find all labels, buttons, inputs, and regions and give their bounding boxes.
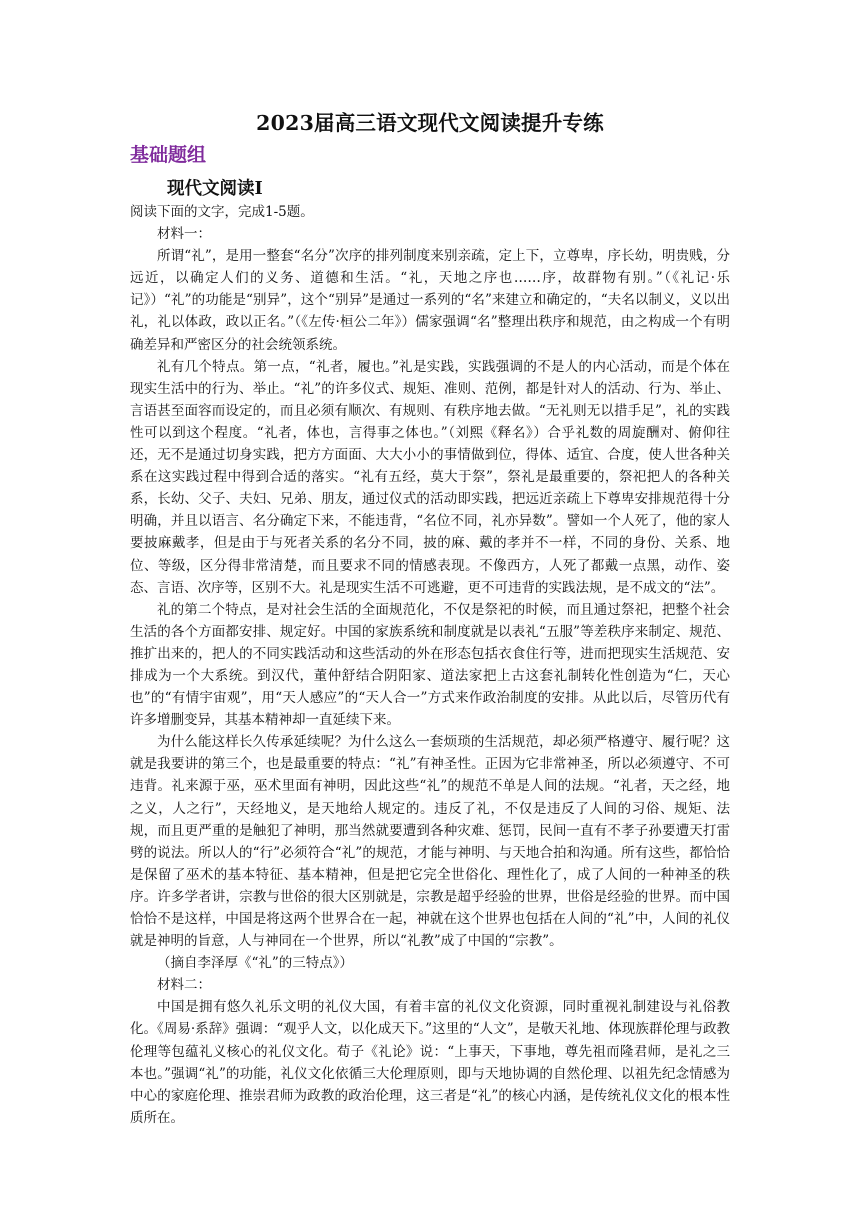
passage-paragraph: 所谓“礼”，是用一整套“名分”次序的排列制度来别亲疏，定上下，立尊卑，序长幼，明贵贱，分远近，以确定人们的义务、道德和生活。“礼，天地之序也……序，故群物有别。”（《礼记·乐记》）“礼”的功能是“别异”，这个“别异”是通过一系列的“名”来建立和确定的，“夫名以制义，义以出礼，礼以体政，政以正名。”（《左传·桓公二年》）儒家强调“名”整理出秩序和规范，由之构成一个有明确差异和严密区分的社会统领系统。 (130, 248, 730, 353)
passage-paragraph: 为什么能这样长久传承延续呢？为什么这么一套烦琐的生活规范，却必须严格遵守、履行呢？这就是我要讲的第三个，也是最重要的特点：“礼”有神圣性。正因为它非常神圣，所以必须遵守、不可违背。礼来源于巫，巫术里面有神明，因此这些“礼”的规范不单是人间的法规。“礼者，天之经，地之义，人之行”，天经地义，是天地给人规定的。违反了礼，不仅是违反了人间的习俗、规矩、法规，而且更严重的是触犯了神明，那当然就要遭到各种灾难、惩罚，民间一直有不孝子孙要遭天打雷劈的说法。所以人的“行”必须符合“礼”的规范，才能与神明、与天地合拍和沟通。所有这些，都恰恰是保留了巫术的基本特征、基本精神，但是把它完全世俗化、理性化了，成了人间的一种神圣的秩序。许多学者讲，宗教与世俗的很大区别就是，宗教是超乎经验的世界，世俗是经验的世界。而中国恰恰不是这样，中国是将这两个世界合在一起，神就在这个世界也包括在人间的“礼”中，人间的礼仪就是神明的旨意，人与神同在一个世界，所以“礼教”成了中国的“宗教”。 (130, 734, 730, 950)
passage-paragraph: 中国是拥有悠久礼乐文明的礼仪大国，有着丰富的礼仪文化资源，同时重视礼制建设与礼俗教化。《周易·系辞》强调：“观乎人文，以化成天下。”这里的“人文”，是敬天礼地、体现族群伦理与政教伦理等包蕴礼义核心的礼仪文化。荀子《礼论》说：“上事天，下事地，尊先祖而隆君师，是礼之三本也。”强调“礼”的功能，礼仪文化依循三大伦理原则，即与天地协调的自然伦理、以祖先纪念情感为中心的家庭伦理、推崇君师为政教的政治伦理，这三者是“礼”的核心内涵，是传统礼仪文化的根本性质所在。 (130, 999, 730, 1126)
section-heading: 基础题组 (130, 144, 207, 166)
reading-heading: 现代文阅读Ⅰ (167, 179, 263, 199)
passage-paragraph: 礼的第二个特点，是对社会生活的全面规范化，不仅是祭祀的时候，而且通过祭祀，把整个社会生活的各个方面都安排、规定好。中国的家族系统和制度就是以表礼“五服”等差秩序来制定、规范、推扩出来的，把人的不同实践活动和这些活动的外在形态包括衣食住行等，进而把现实生活规范、安排成为一个大系统。到汉代，董仲舒结合阴阳家、道法家把上古这套礼制转化性创造为“仁，天心也”的“有情宇宙观”，用“天人感应”的“天人合一”方式来作政治制度的安排。从此以后，尽管历代有许多增删变异，其基本精神却一直延续下来。 (130, 601, 730, 729)
passage-paragraph: 礼有几个特点。第一点，“礼者，履也。”礼是实践，实践强调的不是人的内心活动，而是个体在现实生活中的行为、举止。“礼”的许多仪式、规矩、准则、范例，都是针对人的活动、行为、举止、言语甚至面容而设定的，而且必须有顺次、有规则、有秩序地去做。“无礼则无以措手足”，礼的实践性可以到这个程度。“礼者，体也，言得事之体也。”（刘熙《释名》）合乎礼数的周旋酬对、俯仰往还，无不是通过切身实践，把方方面面、大大小小的事情做到位，得体、适宜、合度，使人世各种关系在这实践过程中得到合适的落实。“礼有五经，莫大于祭”，祭礼是最重要的，祭祀把人的各种关系，长幼、父子、夫妇、兄弟、朋友，通过仪式的活动即实践，把远近亲疏上下尊卑安排规范得十分明确，并且以语言、名分确定下来，不能违背，“名位不同，礼亦异数”。譬如一个人死了，他的家人要披麻戴孝，但是由于与死者关系的名分不同，披的麻、戴的孝并不一样，不同的身份、关系、地位、等级，区分得非常清楚，而且要求不同的情感表现。不像西方，人死了都戴一点黑，动作、姿态、言语、次序等，区别不大。礼是现实生活不可逃避，更不可违背的实践法规，是不成文的“法”。 (130, 358, 730, 596)
document-title: 2023届高三语文现代文阅读提升专练 (256, 111, 604, 135)
material-label: 材料二： (157, 977, 211, 994)
material-label: 材料一： (157, 226, 211, 243)
instruction-paragraph: 阅读下面的文字，完成1-5题。 (130, 204, 314, 220)
source-citation: （摘自李泽厚《“礼”的三特点》） (157, 955, 354, 972)
reading-passage (130, 201, 730, 1129)
